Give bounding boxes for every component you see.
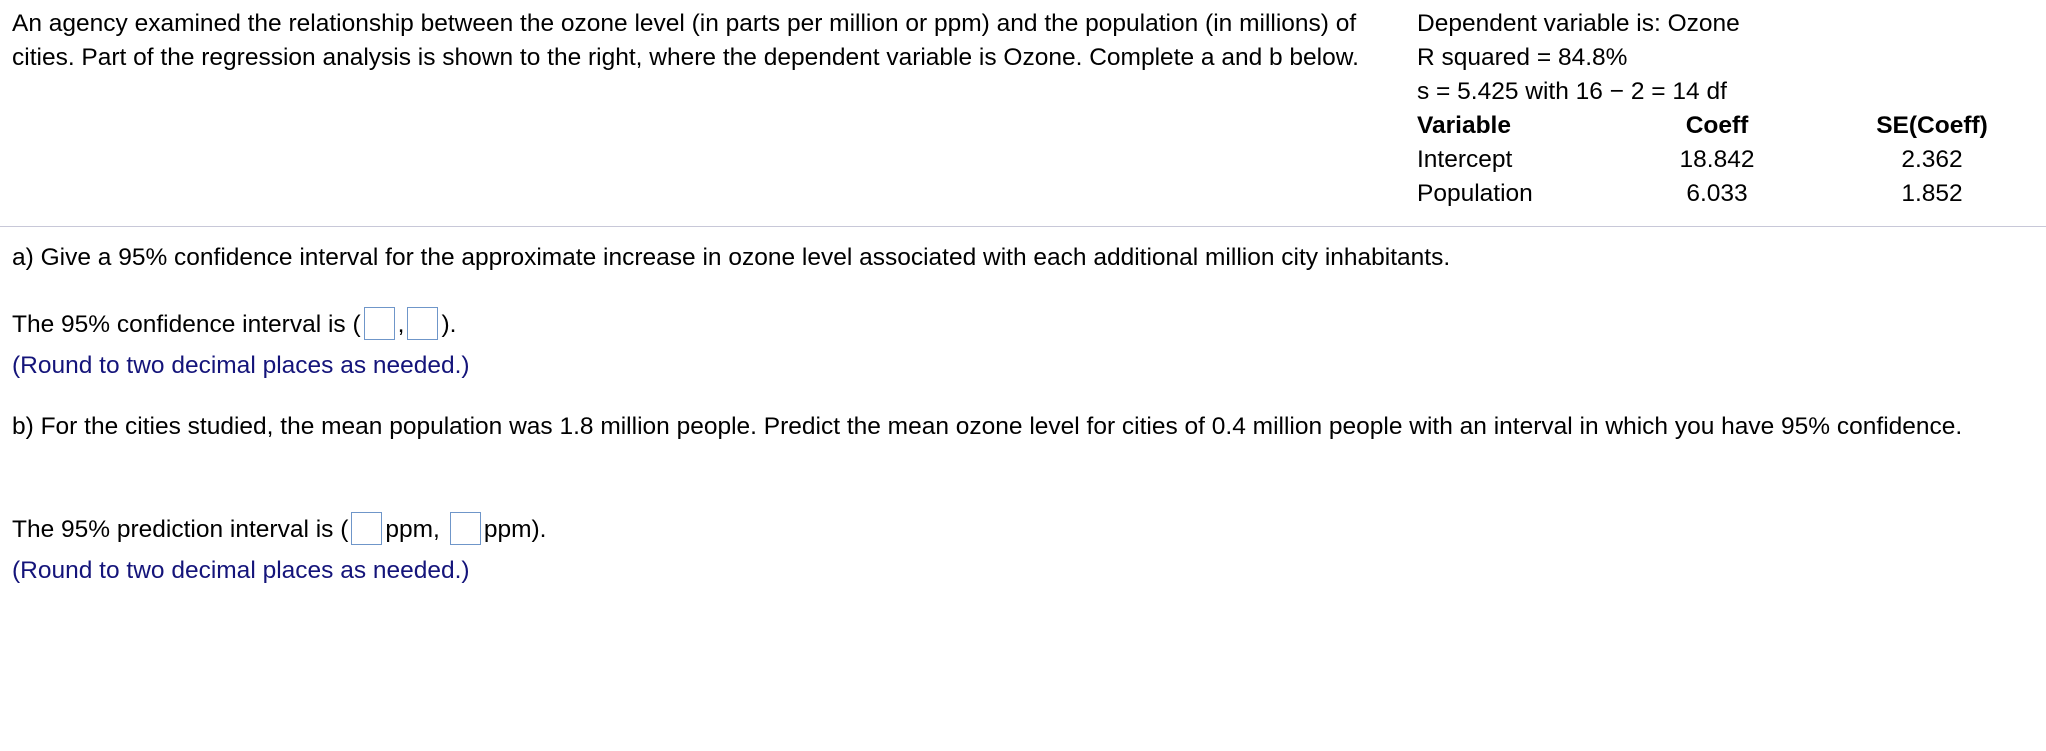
row-se: 2.362 bbox=[1901, 146, 1963, 173]
row-se: 1.852 bbox=[1901, 180, 1963, 207]
pi-lower-input[interactable] bbox=[351, 512, 382, 545]
part-b-answer-prefix: The 95% prediction interval is ( bbox=[12, 516, 349, 543]
coefficient-table bbox=[1417, 109, 1997, 211]
regression-output bbox=[1417, 7, 2017, 211]
problem-intro: An agency examined the relationship between the ozone level (in parts per million or ppm) and the population (in millions) of cities. Part of the regression analysis is shown to the right, where the dependent variable is Ozone. Complete a and b below. bbox=[12, 10, 1359, 71]
pi-upper-input[interactable] bbox=[450, 512, 481, 545]
header-coeff: Coeff bbox=[1685, 112, 1749, 139]
part-b-hint: (Round to two decimal places as needed.) bbox=[12, 557, 470, 584]
header-se-coeff: SE(Coeff) bbox=[1876, 112, 1988, 139]
r-squared-line: R squared = 84.8% bbox=[1417, 44, 1628, 71]
part-a-answer-line bbox=[12, 308, 2022, 342]
section-divider bbox=[0, 226, 2046, 227]
table-row bbox=[1417, 177, 1997, 211]
part-b-unit-1: ppm, bbox=[385, 516, 440, 543]
table-row bbox=[1417, 143, 1997, 177]
part-a-answer-suffix: ). bbox=[441, 311, 457, 338]
part-a-answer-prefix: The 95% confidence interval is ( bbox=[12, 311, 361, 338]
s-df-line: s = 5.425 with 16 − 2 = 14 df bbox=[1417, 78, 1727, 105]
part-b-unit-2: ppm). bbox=[483, 516, 547, 543]
ci-lower-input[interactable] bbox=[364, 307, 395, 340]
dependent-variable-line: Dependent variable is: Ozone bbox=[1417, 10, 1740, 37]
part-b-answer-line bbox=[12, 513, 2022, 547]
ci-upper-input[interactable] bbox=[407, 307, 438, 340]
part-a-question: a) Give a 95% confidence interval for the approximate increase in ozone level associated with each additional million city inhabitants. bbox=[12, 244, 1451, 271]
table-header-row bbox=[1417, 109, 1997, 143]
row-variable: Population bbox=[1417, 180, 1533, 207]
row-coeff: 18.842 bbox=[1679, 146, 1755, 173]
header-variable: Variable bbox=[1417, 112, 1511, 139]
part-a-hint: (Round to two decimal places as needed.) bbox=[12, 352, 470, 379]
part-a-separator: , bbox=[397, 311, 405, 338]
part-b-question: b) For the cities studied, the mean population was 1.8 million people. Predict the mean ozone level for cities of 0.4 million people with an interval in which you have 95% confidence. bbox=[12, 413, 1963, 440]
problem-header bbox=[0, 0, 2046, 224]
row-variable: Intercept bbox=[1417, 146, 1513, 173]
row-coeff: 6.033 bbox=[1686, 180, 1748, 207]
